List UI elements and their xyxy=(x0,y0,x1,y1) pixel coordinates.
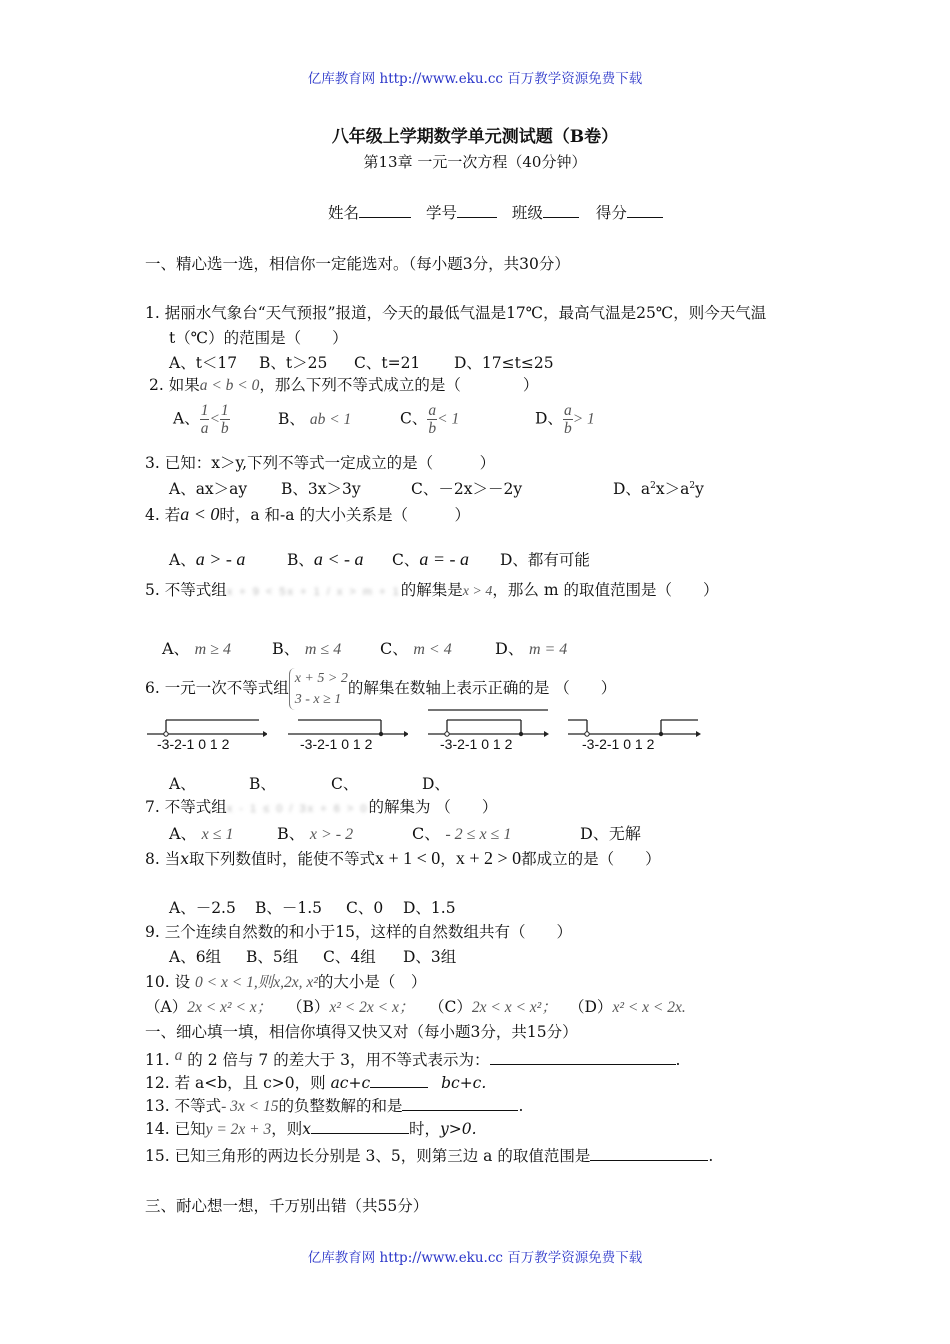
q3-option-d[interactable] xyxy=(613,477,704,499)
q10-label-a: （A） xyxy=(145,998,188,1016)
q2-c-num: a xyxy=(428,402,437,419)
q3-options xyxy=(169,477,704,499)
q3-option-b[interactable]: B、3x＞3y xyxy=(281,480,361,498)
q8-option-c[interactable]: C、0 xyxy=(346,899,384,917)
q10-post: 的大小是（ ） xyxy=(317,973,427,991)
q6-option-d[interactable]: D、 xyxy=(422,775,450,793)
q15 xyxy=(145,1144,713,1166)
q7-label-a: A、 xyxy=(169,824,197,843)
number-line-d xyxy=(568,712,703,752)
q3-d-pre: D、a xyxy=(613,480,651,498)
section-1-heading: 一、精心选一选，相信你一定能选对。（每小题3分，共30分） xyxy=(145,255,570,273)
q6-system xyxy=(289,668,348,710)
q14-post: 时， xyxy=(409,1120,441,1138)
q10-expr-a: 2x < x² < x； xyxy=(187,999,273,1016)
q5-stem xyxy=(145,578,718,600)
q2-option-a[interactable] xyxy=(173,402,278,437)
number-line-b xyxy=(288,712,408,752)
q9-option-b[interactable]: B、5组 xyxy=(246,948,299,966)
q8-inequality-2: x + 2 > 0 xyxy=(455,848,522,868)
q5-expr-d: m = 4 xyxy=(528,641,568,658)
q8-option-b[interactable]: B、－1.5 xyxy=(255,899,323,917)
q14-condition: y>0. xyxy=(440,1120,477,1138)
q8-inequality-1: x + 1 < 0 xyxy=(374,848,441,868)
q5-option-b[interactable] xyxy=(272,636,380,659)
q12 xyxy=(145,1071,486,1093)
q5-option-c[interactable] xyxy=(380,636,495,659)
q1-option-d[interactable]: D、17≤t≤25 xyxy=(454,354,554,372)
q5-label-d: D、 xyxy=(495,639,524,658)
q4-label-c: C、 xyxy=(392,551,420,569)
q6-pre: 6. 一元一次不等式组 xyxy=(145,679,289,697)
q3-option-c[interactable]: C、－2x＞－2y xyxy=(411,480,523,498)
q2-c-den: b xyxy=(428,420,437,437)
q10-label-b: （B） xyxy=(287,998,330,1016)
q8-mid: 取下列数值时，能使不等式 xyxy=(188,850,375,868)
q11-pre: 11. xyxy=(145,1051,170,1069)
section-3-heading: 三、耐心想一想，千万别出错（共55分） xyxy=(145,1197,429,1215)
q4-condition: a < 0 xyxy=(180,504,220,524)
q15-text: 15. 已知三角形的两边长分别是 3、5，则第三边 a 的取值范围是 xyxy=(145,1147,591,1165)
q9-option-d[interactable]: D、3组 xyxy=(403,948,457,966)
q2-stem xyxy=(149,373,538,395)
q4-option-a[interactable] xyxy=(169,548,287,570)
number-line-a xyxy=(147,712,267,752)
q8-option-a[interactable]: A、－2.5 xyxy=(169,899,236,917)
q6-options xyxy=(169,772,450,794)
q13-end: . xyxy=(518,1097,524,1115)
q10-label-d: （D） xyxy=(569,998,613,1016)
q14-answer-blank[interactable] xyxy=(311,1119,409,1134)
q5-expr-b: m ≤ 4 xyxy=(304,641,342,658)
q7-expr-c: - 2 ≤ x ≤ 1 xyxy=(445,826,512,843)
q8-var: x xyxy=(180,850,189,868)
student-info xyxy=(328,201,663,223)
q2-a-rel: < xyxy=(209,410,220,428)
q6-option-c[interactable]: C、 xyxy=(331,775,359,793)
q7-label-b: B、 xyxy=(277,824,305,843)
q10-options xyxy=(145,995,686,1017)
q13-post: 的负整数解的和是 xyxy=(278,1097,403,1115)
q5-system-image: x + 9 < 5x + 1 / x > m + 1 xyxy=(226,586,401,598)
number-line-d-ticks: -3-2-1 0 1 2 xyxy=(582,736,655,752)
page-subtitle: 第13章 一元一次方程（40分钟） xyxy=(363,153,587,171)
q7-system-image: x - 1 ≤ 0 / 3x + 6 > 0 xyxy=(226,803,369,815)
q14-pre: 14. 已知 xyxy=(145,1120,206,1138)
q8-sep: ， xyxy=(440,850,456,868)
q7-options xyxy=(169,821,641,844)
q8-stem xyxy=(145,847,661,869)
q2-pre: 2. 如果 xyxy=(149,376,200,394)
page-title: 八年级上学期数学单元测试题（B卷） xyxy=(331,127,619,147)
q2-a-den1: a xyxy=(200,420,209,437)
q7-expr-b: x > - 2 xyxy=(309,826,354,843)
q12-pre: 12. 若 a<b，且 c>0，则 xyxy=(145,1074,326,1092)
q10-option-c[interactable] xyxy=(429,995,569,1017)
q10-expr-b: x² < 2x < x； xyxy=(329,999,415,1016)
q4-label-b: B、 xyxy=(287,551,314,569)
number-line-a-ticks: -3-2-1 0 1 2 xyxy=(157,736,230,752)
q12-rhs: bc+c. xyxy=(441,1074,487,1092)
page-footer: 亿库教育网 http://www.eku.cc 百万教学资源免费下载 xyxy=(307,1250,643,1266)
q5-option-d[interactable] xyxy=(495,636,567,659)
q3-stem: 3. 已知：x＞y,下列不等式一定成立的是（ ） xyxy=(145,454,496,472)
score-label: 得分 xyxy=(595,204,627,222)
q9-option-a[interactable]: A、6组 xyxy=(169,948,222,966)
q12-lhs: ac+c xyxy=(330,1074,371,1092)
id-blank[interactable] xyxy=(457,203,497,218)
number-line-c xyxy=(428,704,553,752)
q13 xyxy=(145,1094,523,1116)
q3-d-sup2: 2 xyxy=(689,480,696,491)
q10-expr-d: x² < x < 2x. xyxy=(612,999,686,1016)
q5-mid: 的解集是 xyxy=(400,581,463,599)
q10-option-a[interactable] xyxy=(145,995,287,1017)
q2-a-num2: 1 xyxy=(220,402,229,419)
q14-mid: ，则 xyxy=(271,1120,303,1138)
q11-var: a xyxy=(174,1047,183,1064)
q10-option-b[interactable] xyxy=(287,995,429,1017)
q11-answer-blank[interactable] xyxy=(490,1050,676,1065)
q2-label-b: B、 xyxy=(278,409,305,428)
q10-option-d[interactable] xyxy=(569,995,686,1017)
q7-expr-a: x ≤ 1 xyxy=(201,826,234,843)
q9-option-c[interactable]: C、4组 xyxy=(323,948,376,966)
q9-stem: 9. 三个连续自然数的和小于15，这样的自然数组共有（ ） xyxy=(145,923,572,941)
q2-options xyxy=(173,402,595,437)
q1-options xyxy=(169,351,554,373)
q5-expr-c: m < 4 xyxy=(413,641,452,658)
q4-label-a: A、 xyxy=(169,551,196,569)
q2-label-c: C、 xyxy=(400,409,428,428)
q11-end: . xyxy=(675,1051,681,1069)
q7-label-c: C、 xyxy=(412,824,441,843)
q10-expr-c: 2x < x < x²； xyxy=(471,999,557,1016)
q13-answer-blank[interactable] xyxy=(402,1096,518,1111)
q5-condition: x > 4 xyxy=(462,584,493,599)
q13-pre: 13. 不等式 xyxy=(145,1097,222,1115)
section-2-heading: 一、细心填一填，相信你填得又快又对（每小题3分，共15分） xyxy=(145,1023,578,1041)
q10-stem xyxy=(145,970,426,992)
q15-answer-blank[interactable] xyxy=(590,1146,708,1161)
name-blank[interactable] xyxy=(359,203,411,218)
q14 xyxy=(145,1117,477,1139)
q4-post: 时，a 和-a 的大小关系是（ ） xyxy=(219,506,470,524)
q3-d-mid: x＞a xyxy=(655,480,690,498)
q2-option-d[interactable] xyxy=(535,402,595,437)
q6-sys-line2: 3 - x ≥ 1 xyxy=(294,692,342,707)
name-label: 姓名 xyxy=(328,204,360,222)
q2-d-den: b xyxy=(563,420,572,437)
q11 xyxy=(145,1048,680,1070)
q1-option-b[interactable]: B、t＞25 xyxy=(259,354,328,372)
q4-expr-b: a < - a xyxy=(313,549,364,569)
q1-line2: t（℃）的范围是（ ） xyxy=(169,329,348,347)
q8-options xyxy=(169,896,456,918)
q4-expr-a: a > - a xyxy=(195,549,246,569)
q1-line1: 1. 据丽水气象台“天气预报”报道，今天的最低气温是17℃，最高气温是25℃，则今天气温 xyxy=(145,304,767,322)
q14-equation: y = 2x + 3 xyxy=(205,1121,272,1138)
page-header: 亿库教育网 http://www.eku.cc 百万教学资源免费下载 xyxy=(307,71,643,87)
q4-stem xyxy=(145,503,470,525)
q2-d-num: a xyxy=(563,402,572,419)
q1-option-c[interactable]: C、t=21 xyxy=(354,354,421,372)
q8-post: 都成立的是（ ） xyxy=(521,850,661,868)
q5-label-a: A、 xyxy=(162,639,190,658)
q3-option-a[interactable]: A、ax＞ay xyxy=(169,480,248,498)
q4-option-c[interactable] xyxy=(392,548,500,570)
q2-d-rel: > 1 xyxy=(572,410,595,428)
q5-post: ，那么 m 的取值范围是（ ） xyxy=(492,581,719,599)
q6-option-b[interactable]: B、 xyxy=(249,775,276,793)
q13-inequality: - 3x < 15 xyxy=(221,1098,279,1115)
q7-stem xyxy=(145,795,497,817)
q1-option-a[interactable]: A、t＜17 xyxy=(169,354,238,372)
q4-pre: 4. 若 xyxy=(145,506,181,524)
q5-label-b: B、 xyxy=(272,639,300,658)
class-blank[interactable] xyxy=(543,203,579,218)
q4-expr-c: a = - a xyxy=(419,549,470,569)
number-line-b-ticks: -3-2-1 0 1 2 xyxy=(300,736,373,752)
q4-options xyxy=(169,548,590,570)
q6-option-a[interactable]: A、 xyxy=(169,775,196,793)
q2-b-expr: ab < 1 xyxy=(309,410,352,428)
q6-sys-line1: x + 5 > 2 xyxy=(294,671,348,686)
q7-option-b[interactable] xyxy=(277,821,412,844)
q8-pre: 8. 当 xyxy=(145,850,181,868)
q10-pre: 10. 设 xyxy=(145,973,191,991)
q7-pre: 7. 不等式组 xyxy=(145,798,227,816)
q14-var: x xyxy=(302,1120,312,1138)
q7-option-a[interactable] xyxy=(169,821,277,844)
q5-pre: 5. 不等式组 xyxy=(145,581,227,599)
q5-options xyxy=(162,636,567,659)
q2-option-b[interactable] xyxy=(278,407,400,429)
score-blank[interactable] xyxy=(627,203,663,218)
class-label: 班级 xyxy=(511,204,543,222)
q3-d-sup1: 2 xyxy=(650,480,656,491)
q4-option-b[interactable] xyxy=(287,548,392,570)
q7-post: 的解集为 （ ） xyxy=(368,798,498,816)
q2-label-a: A、 xyxy=(173,409,200,428)
q10-label-c: （C） xyxy=(429,998,472,1016)
q10-condition: 0 < x < 1,则x,2x, x² xyxy=(195,974,318,991)
q8-option-d[interactable]: D、1.5 xyxy=(403,899,456,917)
q15-end: . xyxy=(708,1147,714,1165)
q12-answer-blank[interactable] xyxy=(370,1073,428,1088)
q2-condition: a < b < 0 xyxy=(199,377,260,394)
q2-a-num1: 1 xyxy=(200,402,209,419)
q2-c-rel: < 1 xyxy=(437,410,460,428)
q4-option-d[interactable]: D、都有可能 xyxy=(500,551,590,569)
q2-label-d: D、 xyxy=(535,409,563,428)
q7-option-d[interactable]: D、无解 xyxy=(580,824,641,843)
q3-d-post: y xyxy=(695,480,704,498)
q5-expr-a: m ≥ 4 xyxy=(194,641,231,658)
q5-option-a[interactable] xyxy=(162,636,272,659)
q2-a-den2: b xyxy=(220,420,229,437)
q5-label-c: C、 xyxy=(380,639,409,658)
id-label: 学号 xyxy=(425,204,457,222)
q7-option-c[interactable] xyxy=(412,821,580,844)
q11-post: 的 2 倍与 7 的差大于 3，用不等式表示为： xyxy=(187,1051,490,1069)
q2-post: ，那么下列不等式成立的是（ ） xyxy=(259,376,539,394)
q9-options xyxy=(169,945,456,967)
q6-post: 的解集在数轴上表示正确的是 （ ） xyxy=(347,679,617,697)
q2-option-c[interactable] xyxy=(400,402,535,437)
number-line-c-ticks: -3-2-1 0 1 2 xyxy=(440,736,513,752)
